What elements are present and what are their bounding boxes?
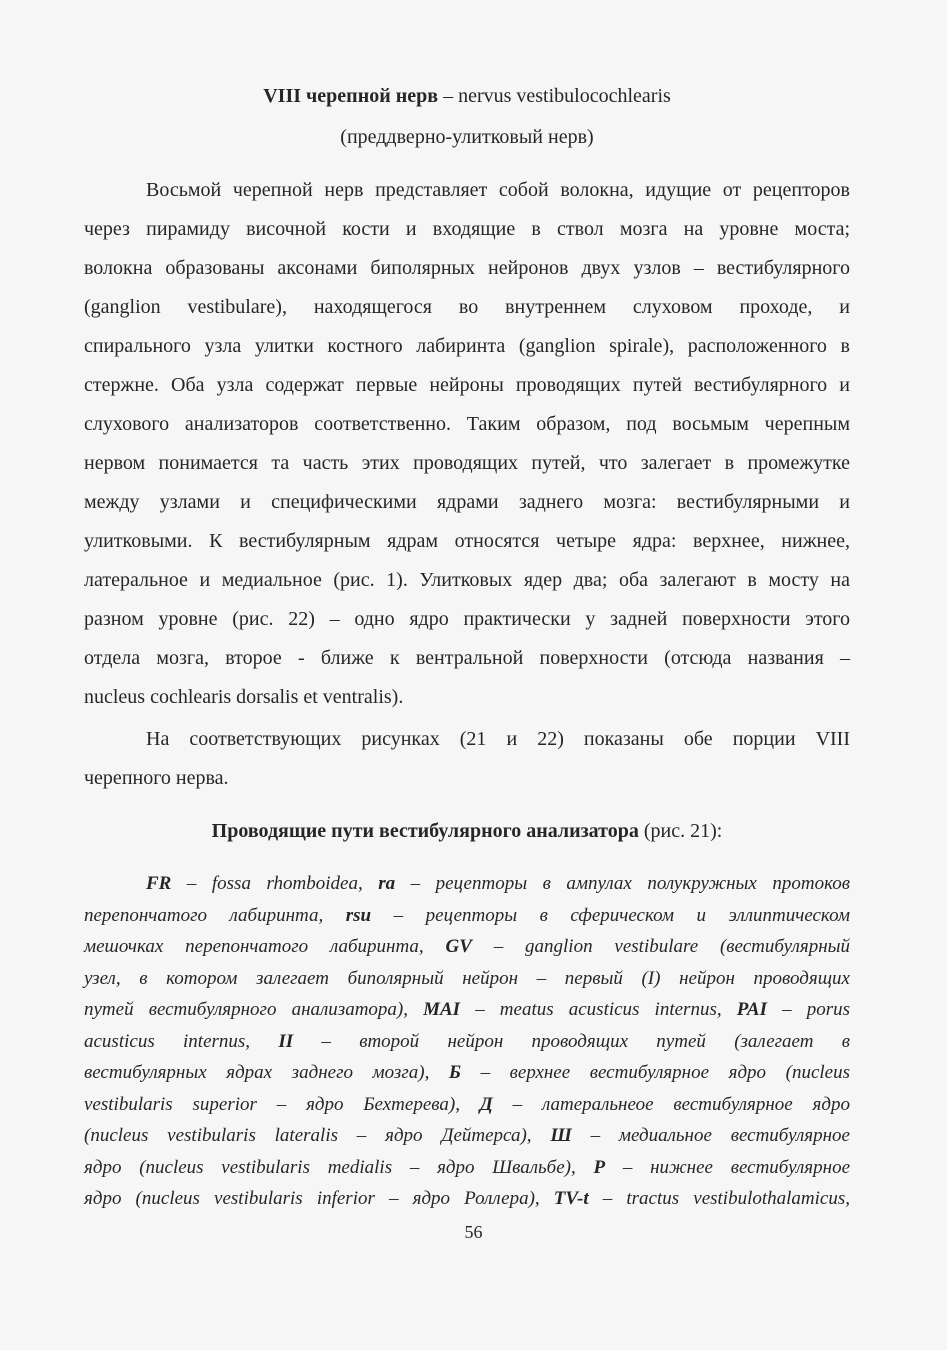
para1-line: стержне. Оба узла содержат первые нейроны проводящих путей вестибулярного и <box>84 374 850 396</box>
legend-term: MAI <box>423 999 461 1020</box>
legend-text: – ganglion vestibulare (вестибулярный <box>471 936 851 957</box>
legend-line <box>84 900 850 932</box>
legend-line <box>84 1152 850 1184</box>
legend-term: GV <box>445 936 472 957</box>
legend-term: ra <box>378 873 396 894</box>
legend-line <box>84 963 850 995</box>
legend-term: TV-t <box>553 1188 589 1209</box>
legend-text: – второй нейрон проводящих путей (залегает в <box>293 1030 850 1052</box>
legend-text: – латеральнеое вестибулярное ядро <box>492 1093 851 1115</box>
legend-term: rsu <box>345 904 372 926</box>
legend-text: – рецепторы в ампулах полукружных протоков <box>395 873 850 894</box>
legend-text: (nucleus vestibularis lateralis – ядро Дейтерса), <box>84 1125 551 1146</box>
legend-text: узел, в котором залегает биполярный нейрон – первый (I) нейрон проводящих <box>84 967 850 989</box>
legend-text: – porus <box>766 999 850 1020</box>
para1-line: отдела мозга, второе - ближе к вентральной поверхности (отсюда названия – <box>84 647 850 669</box>
chapter-heading <box>84 84 850 108</box>
section-heading-rest: (рис. 21): <box>638 820 723 842</box>
legend-text: – медиальное вестибулярное <box>571 1125 850 1146</box>
legend-text: – tractus vestibulothalamicus, <box>588 1188 850 1209</box>
legend-text: ядро (nucleus vestibularis inferior – ядро Роллера), <box>84 1188 554 1209</box>
legend-text: vestibularis superior – ядро Бехтерева), <box>84 1093 480 1115</box>
legend-text: перепончатого лабиринта, <box>84 904 346 926</box>
para1-line: nucleus cochlearis dorsalis et ventralis). <box>84 686 404 708</box>
para1-line: (ganglion vestibulare), находящегося во внутреннем слуховом проходе, и <box>84 296 850 318</box>
para1-line: улитковыми. К вестибулярным ядрам относятся четыре ядра: верхнее, нижнее, <box>84 530 850 552</box>
legend-line <box>84 868 850 900</box>
legend-text: ядро (nucleus vestibularis medialis – ядро Швальбе), <box>84 1156 594 1178</box>
legend-term: Ш <box>550 1125 572 1146</box>
page-number: 56 <box>464 1222 483 1242</box>
para1-line: латеральное и медиальное (рис. 1). Улитковых ядер два; оба залегают в мосту на <box>84 569 850 591</box>
para2-line: черепного нерва. <box>84 767 229 789</box>
legend-text: – нижнее вестибулярное <box>605 1156 850 1178</box>
figure-legend <box>84 868 850 1215</box>
legend-line <box>84 1057 850 1089</box>
legend-line <box>84 1183 850 1215</box>
legend-text: – meatus acusticus internus, <box>460 999 737 1020</box>
para1-line: спирального узла улитки костного лабиринта (ganglion spirale), расположенного в <box>84 335 850 357</box>
legend-term: II <box>278 1030 294 1052</box>
para1-line: волокна образованы аксонами биполярных нейронов двух узлов – вестибулярного <box>84 257 850 279</box>
chapter-heading-rest: – nervus vestibulocochlearis <box>438 85 671 107</box>
legend-line <box>84 1089 850 1121</box>
para1-line: разном уровне (рис. 22) – одно ядро практически у задней поверхности этого <box>84 608 850 630</box>
legend-term: PAI <box>736 999 767 1020</box>
legend-text: – fossa rhomboidea, <box>171 873 379 894</box>
legend-term: FR <box>146 873 172 894</box>
chapter-subheading: (преддверно-улитковый нерв) <box>340 126 594 148</box>
legend-term: Д <box>479 1093 493 1115</box>
section-heading-bold: Проводящие пути вестибулярного анализатора <box>211 820 639 842</box>
section-heading <box>84 819 850 843</box>
para1-line: через пирамиду височной кости и входящие в ствол мозга на уровне моста; <box>84 218 850 240</box>
chapter-heading-bold: VIII черепной нерв <box>263 85 439 107</box>
para2-line: На соответствующих рисунках (21 и 22) показаны обе порции VIII <box>146 728 850 750</box>
para1-line: Восьмой черепной нерв представляет собой волокна, идущие от рецепторов <box>146 179 850 201</box>
para1-line: слухового анализаторов соответственно. Таким образом, под восьмым черепным <box>84 413 850 435</box>
legend-text: путей вестибулярного анализатора), <box>84 999 424 1020</box>
legend-text: acusticus internus, <box>84 1030 279 1052</box>
legend-text: – верхнее вестибулярное ядро (nucleus <box>461 1062 851 1083</box>
legend-text: вестибулярных ядрах заднего мозга), <box>84 1062 449 1083</box>
legend-line <box>84 994 850 1026</box>
paragraph-intro <box>84 171 850 717</box>
para1-line: нервом понимается та часть этих проводящих путей, что залегает в промежутке <box>84 452 850 474</box>
legend-text: – рецепторы в сферическом и эллиптическом <box>371 904 850 926</box>
paragraph-figures <box>84 720 850 798</box>
para1-line: между узлами и специфическими ядрами заднего мозга: вестибулярными и <box>84 491 850 513</box>
legend-line <box>84 931 850 963</box>
legend-line <box>84 1120 850 1152</box>
legend-term: Б <box>448 1062 461 1083</box>
legend-term: Р <box>593 1156 606 1178</box>
legend-line <box>84 1026 850 1058</box>
legend-text: мешочках перепончатого лабиринта, <box>84 936 446 957</box>
